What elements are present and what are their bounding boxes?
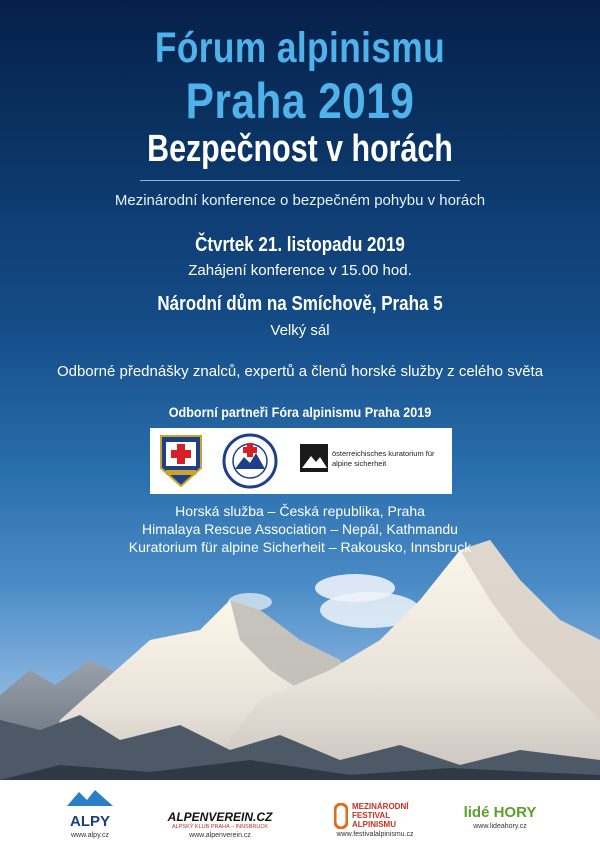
sponsor-alpenverein[interactable]: ALPENVEREIN.CZ ALPSKÝ KLUB PRAHA – INNSBRUCK www.alpenverein.cz: [167, 810, 273, 839]
title-line-2: Praha 2019: [185, 73, 415, 129]
horska-sluzba-logo-icon: [158, 434, 204, 488]
sponsor-bar: [0, 780, 600, 861]
partner-item: Himalaya Rescue Association – Nepál, Kathmandu: [142, 521, 458, 537]
partners-list: [0, 502, 600, 556]
event-venue: Národní dům na Smíchově, Praha 5: [157, 293, 443, 315]
festival-logo-icon: [334, 803, 348, 829]
title-line-3: Bezpečnost v horách: [147, 128, 453, 170]
partner-item: Horská služba – Česká republika, Praha: [175, 503, 425, 519]
subtitle: Mezinárodní konference o bezpečném pohybu v horách: [114, 192, 486, 209]
event-time: Zahájení konference v 15.00 hod.: [188, 262, 412, 279]
title-line-1: Fórum alpinismu: [154, 24, 446, 72]
event-hall: Velký sál: [270, 322, 330, 339]
partner-item: Kuratorium für alpine Sicherheit – Rakousko, Innsbruck: [128, 539, 472, 555]
mountain-image: [0, 520, 600, 780]
himalaya-rescue-logo-icon: [222, 433, 278, 489]
partner-logos: [150, 428, 452, 494]
event-date: Čtvrtek 21. listopadu 2019: [195, 234, 405, 256]
kuratorium-logo-text: österreichisches kuratorium für alpine sicherheit: [332, 449, 435, 468]
sponsor-alpy[interactable]: ALPY www.alpy.cz: [30, 788, 150, 839]
lectures-text: Odborné přednášky znalců, expertů a členů horské služby z celého světa: [56, 363, 544, 380]
sponsor-festival[interactable]: MEZINÁRODNÍ FESTIVAL ALPINISMU www.festivalalpinismu.cz: [315, 802, 435, 838]
title-divider: [140, 180, 460, 181]
partners-heading: Odborní partneři Fóra alpinismu Praha 2019: [168, 404, 432, 420]
sponsor-lideahory[interactable]: lidé HORY www.lideahory.cz: [463, 804, 537, 830]
kuratorium-logo-icon: [300, 444, 328, 472]
mountain-logo-icon: [65, 788, 115, 808]
